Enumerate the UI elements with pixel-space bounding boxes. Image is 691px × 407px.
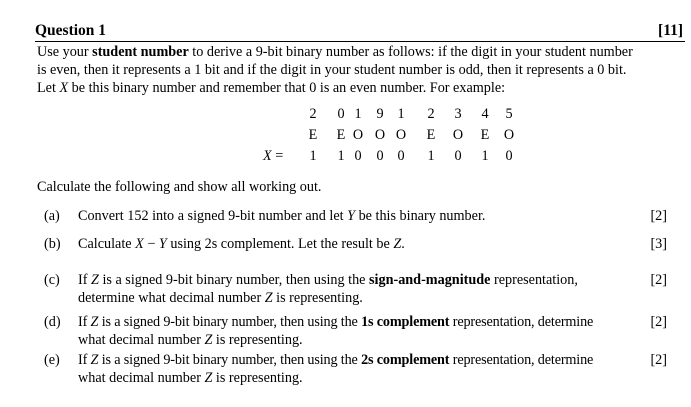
header-rule [35,41,685,42]
parity-cell: E [336,127,346,143]
bit-cell: 0 [397,148,405,164]
digit-cell: 1 [354,106,362,122]
intro-line-2: is even, then it represents a 1 bit and if the digit in your student number is odd, then it represents a 0 bit. [37,62,627,78]
part-c-text-line-2: determine what decimal number Z is representing. [78,290,363,306]
digit-cell: 0 [337,106,345,122]
bit-cell: 0 [454,148,462,164]
part-a-mark: [2] [650,208,667,224]
part-d-text-line-1: If Z is a signed 9-bit binary number, then using the 1s complement representation, determine [78,314,594,330]
part-e-text-line-1: If Z is a signed 9-bit binary number, then using the 2s complement representation, determine [78,352,594,368]
x-label: X = [263,148,284,164]
digit-cell: 2 [309,106,317,122]
parity-cell: E [480,127,490,143]
part-d-mark: [2] [650,314,667,330]
intro-line-1: Use your student number to derive a 9-bit binary number as follows: if the digit in your student number [37,44,633,60]
bit-cell: 1 [337,148,345,164]
parity-cell: O [395,127,407,143]
parity-cell: O [452,127,464,143]
instruction-text: Calculate the following and show all working out. [37,179,322,195]
question-title: Question 1 [35,22,107,39]
bit-cell: 0 [376,148,384,164]
part-d-label: (d) [44,314,61,330]
question-marks: [11] [658,22,683,39]
bit-cell: 0 [354,148,362,164]
part-e-label: (e) [44,352,60,368]
parity-cell: O [352,127,364,143]
part-e-text-line-2: what decimal number Z is representing. [78,370,303,386]
question-header [35,22,685,42]
digit-cell: 2 [427,106,435,122]
parity-cell: E [308,127,318,143]
bit-cell: 1 [427,148,435,164]
digit-cell: 1 [397,106,405,122]
part-b-mark: [3] [650,236,667,252]
part-d-text-line-2: what decimal number Z is representing. [78,332,303,348]
part-c-text-line-1: If Z is a signed 9-bit binary number, then using the sign-and-magnitude representation, [78,272,578,288]
digit-cell: 3 [454,106,462,122]
bit-cell: 1 [309,148,317,164]
intro-line-3: Let X be this binary number and remember that 0 is an even number. For example: [37,80,506,96]
bit-cell: 0 [505,148,513,164]
parity-cell: O [503,127,515,143]
part-a-text: Convert 152 into a signed 9-bit number and let Y be this binary number. [78,208,486,224]
digit-cell: 5 [505,106,513,122]
parity-cell: E [426,127,436,143]
digit-cell: 9 [376,106,384,122]
part-c-mark: [2] [650,272,667,288]
part-b-text: Calculate X − Y using 2s complement. Let the result be Z. [78,236,405,252]
part-e-mark: [2] [650,352,667,368]
digit-cell: 4 [481,106,489,122]
part-a-label: (a) [44,208,60,224]
student-number-emphasis: student number [92,44,189,60]
part-c-label: (c) [44,272,60,288]
bit-cell: 1 [481,148,489,164]
parity-cell: O [374,127,386,143]
part-b-label: (b) [44,236,61,252]
